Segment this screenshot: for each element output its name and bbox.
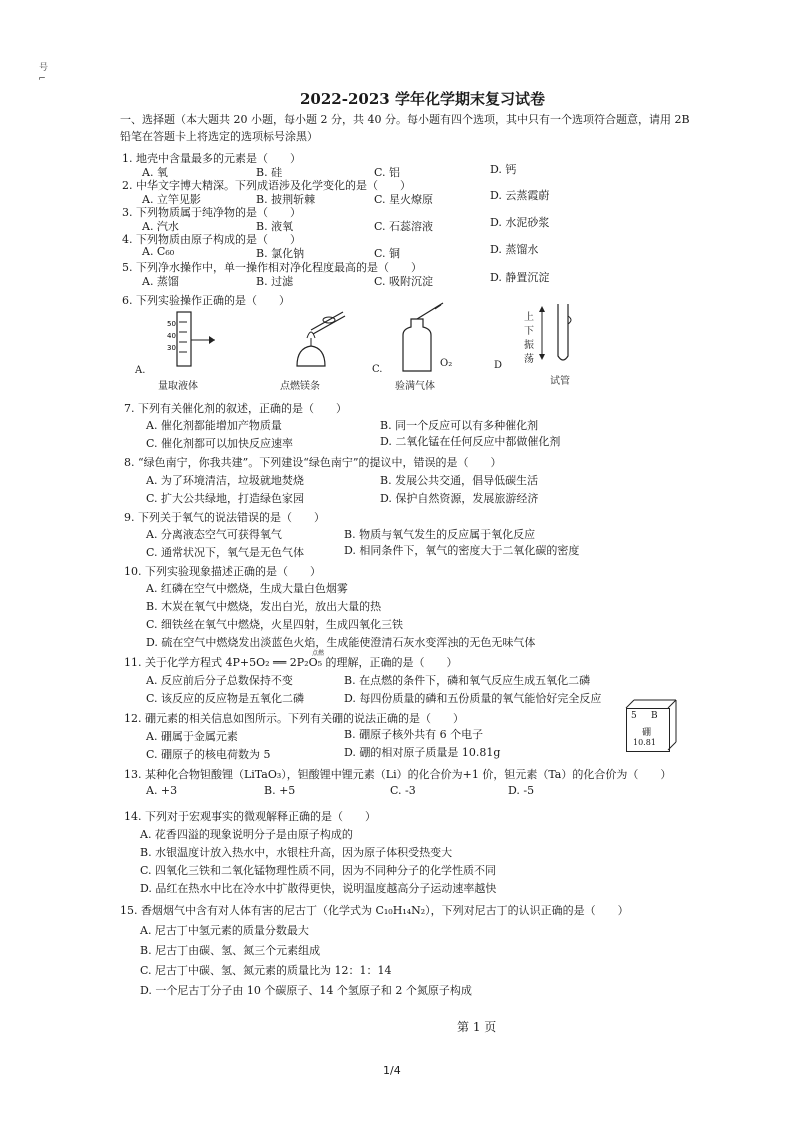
alcohol-lamp-figure bbox=[285, 308, 355, 370]
test-tube-figure bbox=[538, 302, 578, 372]
option-d: D. 云蒸霞蔚 bbox=[490, 189, 550, 202]
option-c: C. 星火燎原 bbox=[374, 193, 434, 206]
question-stem: 1. 地壳中含量最多的元素是（ ） bbox=[122, 152, 301, 165]
option-c: C. 石蕊溶液 bbox=[374, 220, 434, 233]
element-symbol: B bbox=[651, 711, 658, 721]
option-b: B. 披荆斩棘 bbox=[256, 193, 316, 206]
graduated-cylinder-figure bbox=[145, 310, 235, 370]
option-c: C. 通常状况下，氧气是无色气体 bbox=[146, 546, 305, 559]
option-a: A. 反应前后分子总数保持不变 bbox=[146, 674, 293, 687]
element-name: 硼 bbox=[642, 728, 652, 738]
margin-mark: 号 ⌐ bbox=[37, 62, 47, 84]
option-a: A. 汽水 bbox=[142, 220, 179, 233]
question-stem: 13. 某种化合物钽酸锂（LiTaO₃），钽酸锂中锂元素（Li）的化合价为+1 价，钽元素（Ta）的化合价为（ ） bbox=[124, 768, 672, 781]
figure-label-d: D bbox=[494, 360, 503, 371]
option-d: D. -5 bbox=[508, 784, 535, 797]
option-a: A. 花香四溢的现象说明分子是由原子构成的 bbox=[140, 828, 353, 841]
option-a: A. +3 bbox=[146, 784, 178, 797]
question-stem: 4. 下列物质由原子构成的是（ ） bbox=[122, 233, 301, 246]
figure-caption-b: 点燃镁条 bbox=[280, 381, 320, 392]
option-d: D. 保护自然资源，发展旅游经济 bbox=[380, 492, 539, 505]
option-d: D. 蒸馏水 bbox=[490, 243, 539, 256]
figure-caption-a: 量取液体 bbox=[158, 381, 198, 392]
option-d: D. 硼的相对原子质量是 10.81g bbox=[344, 746, 501, 759]
option-c: C. -3 bbox=[390, 784, 416, 797]
option-a: A. 蒸馏 bbox=[142, 275, 179, 288]
exam-title: 2022-2023 学年化学期末复习试卷 bbox=[300, 90, 545, 108]
option-d: D. 每四份质量的磷和五份质量的氧气能恰好完全反应 bbox=[344, 692, 602, 705]
option-d: D. 静置沉淀 bbox=[490, 271, 550, 284]
section-header-line1: 一、选择题（本大题共 20 小题，每小题 2 分，共 40 分。每小题有四个选项，其中只有一个选项符合题意，请用 2B bbox=[120, 113, 690, 126]
option-a: A. 催化剂都能增加产物质量 bbox=[146, 419, 282, 432]
option-b: B. 尼古丁由碳、氢、氮三个元素组成 bbox=[140, 944, 321, 957]
figure-label-a: A. bbox=[135, 365, 146, 376]
option-d: D. 钙 bbox=[490, 163, 517, 176]
option-d: D. 硫在空气中燃烧发出淡蓝色火焰，生成能使澄清石灰水变浑浊的无色无味气体 bbox=[146, 636, 536, 649]
option-b: B. 同一个反应可以有多种催化剂 bbox=[380, 419, 539, 432]
question-stem: 8. “绿色南宁，你我共建”。下列建设“绿色南宁”的提议中，错误的是（ ） bbox=[124, 456, 502, 469]
option-c: C. 铜 bbox=[374, 247, 401, 260]
figure-text-up: 上 bbox=[524, 312, 534, 323]
question-stem: 6. 下列实验操作正确的是（ ） bbox=[122, 294, 290, 307]
option-c: C. 铝 bbox=[374, 166, 401, 179]
option-c: C. 吸附沉淀 bbox=[374, 275, 434, 288]
question-stem: 2. 中华文字博大精深。下列成语涉及化学变化的是（ ） bbox=[122, 179, 411, 192]
figure-text-shake2: 荡 bbox=[524, 354, 534, 365]
question-stem: 12. 硼元素的相关信息如图所示。下列有关硼的说法正确的是（ ） bbox=[124, 712, 464, 725]
atomic-mass: 10.81 bbox=[633, 738, 656, 747]
option-b: B. 过滤 bbox=[256, 275, 294, 288]
option-b: B. 硅 bbox=[256, 166, 283, 179]
option-c: C. 催化剂都可以加快反应速率 bbox=[146, 437, 294, 450]
page-footer: 第 1 页 bbox=[457, 1020, 497, 1034]
option-a: A. 为了环境清洁，垃圾就地焚烧 bbox=[146, 474, 304, 487]
option-a: A. 立竿见影 bbox=[142, 193, 201, 206]
question-stem: 3. 下列物质属于纯净物的是（ ） bbox=[122, 206, 301, 219]
option-d: D. 相同条件下，氧气的密度大于二氧化碳的密度 bbox=[344, 544, 580, 557]
option-b: B. 在点燃的条件下，磷和氧气反应生成五氧化二磷 bbox=[344, 674, 591, 687]
figure-gas-label: O₂ bbox=[440, 358, 453, 369]
question-stem: 15. 香烟烟气中含有对人体有害的尼古丁（化学式为 C₁₀H₁₄N₂），下列对尼古丁的认识正确的是（ ） bbox=[120, 904, 629, 917]
atomic-number: 5 bbox=[631, 711, 637, 721]
option-b: B. 氯化钠 bbox=[256, 247, 305, 260]
option-a: A. 氧 bbox=[142, 166, 168, 179]
option-a: A. 红磷在空气中燃烧，生成大量白色烟雾 bbox=[146, 582, 348, 595]
question-stem: 10. 下列实验现象描述正确的是（ ） bbox=[124, 565, 321, 578]
gas-bottle-figure bbox=[395, 305, 465, 373]
option-b: B. 木炭在氧气中燃烧，发出白光，放出大量的热 bbox=[146, 600, 382, 613]
option-b: B. 硼原子核外共有 6 个电子 bbox=[344, 728, 484, 741]
page-indicator: 1/4 bbox=[383, 1064, 401, 1077]
figure-label-c: C. bbox=[372, 364, 383, 375]
option-c: C. 该反应的反应物是五氧化二磷 bbox=[146, 692, 305, 705]
element-card-3d-edge bbox=[626, 700, 678, 752]
section-header-line2: 铅笔在答题卡上将选定的选项标号涂黑） bbox=[120, 130, 318, 143]
option-b: B. 水银温度计放入热水中，水银柱升高，因为原子体积受热变大 bbox=[140, 846, 453, 859]
option-b: B. 发展公共交通，倡导低碳生活 bbox=[380, 474, 539, 487]
option-c: C. 尼古丁中碳、氢、氮元素的质量比为 12：1：14 bbox=[140, 964, 392, 977]
question-stem: 5. 下列净水操作中，单一操作相对净化程度最高的是（ ） bbox=[122, 261, 422, 274]
option-c: C. 扩大公共绿地，打造绿色家园 bbox=[146, 492, 305, 505]
svg-text:30: 30 bbox=[167, 344, 176, 352]
option-d: D. 二氧化锰在任何反应中都做催化剂 bbox=[380, 435, 561, 448]
figure-text-shake1: 振 bbox=[524, 340, 534, 351]
question-stem: 9. 下列关于氧气的说法错误的是（ ） bbox=[124, 511, 325, 524]
option-c: C. 四氧化三铁和二氧化锰物理性质不同，因为不同种分子的化学性质不同 bbox=[140, 864, 497, 877]
svg-text:40: 40 bbox=[167, 332, 176, 340]
option-d: D. 一个尼古丁分子由 10 个碳原子、14 个氢原子和 2 个氮原子构成 bbox=[140, 984, 472, 997]
option-d: D. 品红在热水中比在冷水中扩散得更快，说明温度越高分子运动速率越快 bbox=[140, 882, 497, 895]
figure-text-down: 下 bbox=[524, 326, 534, 337]
question-stem: 7. 下列有关催化剂的叙述，正确的是（ ） bbox=[124, 402, 347, 415]
question-stem: 14. 下列对于宏观事实的微观解释正确的是（ ） bbox=[124, 810, 376, 823]
option-a: A. 分离液态空气可获得氧气 bbox=[146, 528, 282, 541]
svg-text:50: 50 bbox=[167, 320, 176, 328]
option-b: B. +5 bbox=[264, 784, 296, 797]
option-c: C. 硼原子的核电荷数为 5 bbox=[146, 748, 271, 761]
option-a: A. C₆₀ bbox=[142, 245, 175, 258]
option-a: A. 硼属于金属元素 bbox=[146, 730, 238, 743]
figure-caption-d: 试管 bbox=[550, 376, 570, 387]
option-d: D. 水泥砂浆 bbox=[490, 216, 550, 229]
question-stem: 11. 关于化学方程式 4P+5O₂ ══ 2P₂O₅ 的理解，正确的是（ ） bbox=[124, 656, 458, 669]
option-c: C. 细铁丝在氧气中燃烧，火星四射，生成四氧化三铁 bbox=[146, 618, 404, 631]
reaction-condition: 点燃 bbox=[312, 650, 325, 657]
figure-caption-c: 验满气体 bbox=[395, 381, 435, 392]
option-b: B. 物质与氧气发生的反应属于氧化反应 bbox=[344, 528, 536, 541]
option-a: A. 尼古丁中氢元素的质量分数最大 bbox=[140, 924, 309, 937]
option-b: B. 液氧 bbox=[256, 220, 294, 233]
